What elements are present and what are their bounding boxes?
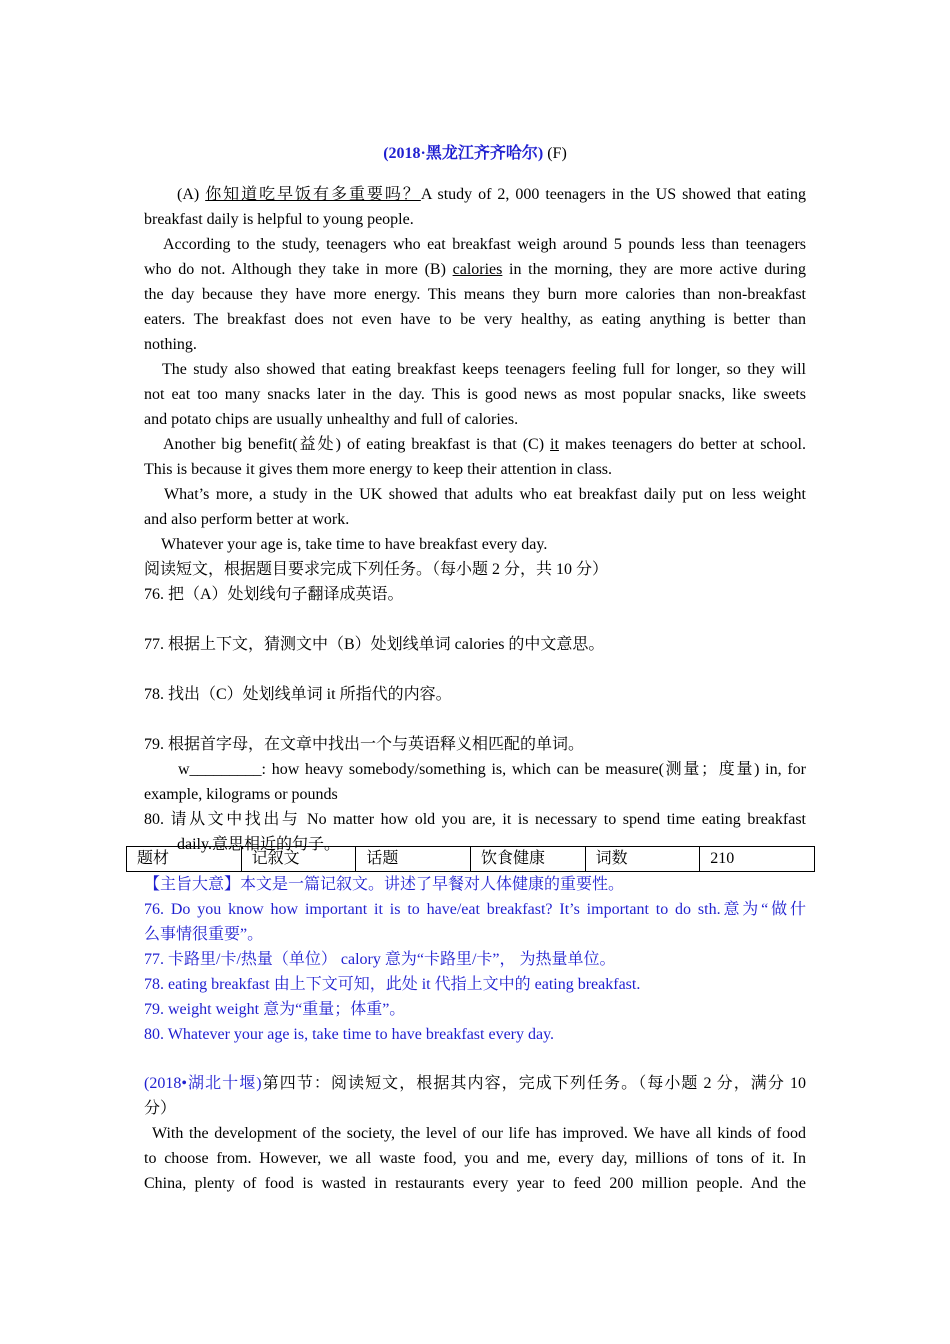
paragraph-2-line-2: who do not. Although they take in more (B) calories in the morning, they are more active during	[144, 261, 806, 278]
paragraph-5-line-1: What’s more, a study in the UK showed that adults who eat breakfast daily put on less weight	[164, 486, 806, 503]
question-77: 77. 根据上下文，猜测文中（B）处划线单词 calories 的中文意思。	[144, 636, 605, 653]
table-cell-genre-value: 记叙文	[241, 847, 356, 872]
title-letter: (F)	[547, 145, 567, 162]
passage-info-table	[126, 846, 815, 872]
paragraph-5-line-2: and also perform better at work.	[144, 511, 350, 528]
paragraph-2-line-4: eaters. The breakfast does not even have to be very healthy, as eating anything is better than	[144, 311, 806, 328]
section-2-source: (2018•湖北十堰)	[144, 1075, 262, 1092]
section-2-paragraph-line-1: With the development of the society, the level of our life has improved. We have all kinds of food	[152, 1125, 806, 1142]
table-row	[127, 847, 815, 872]
underlined-word-b: calories	[452, 261, 503, 278]
table-cell-genre-label: 题材	[127, 847, 242, 872]
passage-title	[144, 141, 806, 166]
question-79-definition-line-1: w_________: how heavy somebody/something is, which can be measure(测量；度量) in, for	[178, 761, 806, 778]
underlined-sentence-a: 你知道吃早饭有多重要吗？	[205, 186, 421, 203]
answer-78: 78. eating breakfast 由上下文可知，此处 it 代指上文中的 eating breakfast.	[144, 976, 641, 993]
section-2-heading-line-2: 分）	[144, 1100, 177, 1117]
paragraph-2-line-5: nothing.	[144, 336, 197, 353]
section-2-heading-line-1: (2018•湖北十堰)第四节：阅读短文，根据其内容，完成下列任务。（每小题 2 分，满分 10	[144, 1075, 806, 1092]
question-80-line-2: daily.意思相近的句子。	[177, 836, 340, 853]
paragraph-3-line-3: and potato chips are usually unhealthy and full of calories.	[144, 411, 519, 428]
answer-76-line-1: 76. Do you know how important it is to have/eat breakfast? It’s important to do sth.意为“做什	[144, 901, 806, 918]
question-79-definition-line-2: example, kilograms or pounds	[144, 786, 338, 803]
section-2-paragraph-line-3: China, plenty of food is wasted in restaurants every year to feed 200 million people. And the	[144, 1175, 806, 1192]
paragraph-2-line-3: the day because they have more energy. This means they burn more calories than non-breakfast	[144, 286, 806, 303]
table-cell-words-value: 210	[700, 847, 815, 872]
paragraph-2-line-1: According to the study, teenagers who eat breakfast weigh around 5 pounds less than teenagers	[163, 236, 806, 253]
question-79: 79. 根据首字母，在文章中找出一个与英语释义相匹配的单词。	[144, 736, 585, 753]
table-cell-topic-label: 话题	[356, 847, 471, 872]
paragraph-4-line-1: Another big benefit(益处) of eating breakfast is that (C) it makes teenagers do better at school.	[163, 436, 806, 453]
paragraph-6: Whatever your age is, take time to have breakfast every day.	[161, 536, 548, 553]
answer-space-77	[144, 657, 806, 682]
underlined-word-c: it	[550, 436, 559, 453]
table-cell-words-label: 词数	[585, 847, 700, 872]
question-80-line-1: 80. 请从文中找出与 No matter how old you are, it is necessary to spend time eating breakfast	[144, 811, 806, 828]
answer-80: 80. Whatever your age is, take time to have breakfast every day.	[144, 1026, 555, 1043]
title-source: (2018·黑龙江齐齐哈尔)	[383, 145, 544, 162]
paragraph-1-line-1: (A) 你知道吃早饭有多重要吗？A study of 2, 000 teenagers in the US showed that eating	[177, 186, 806, 203]
table-cell-topic-value: 饮食健康	[470, 847, 585, 872]
answer-79: 79. weight weight 意为“重量；体重”。	[144, 1001, 406, 1018]
paragraph-3-line-1: The study also showed that eating breakfast keeps teenagers feeling full for longer, so they will	[162, 361, 806, 378]
answer-space-78	[144, 707, 806, 732]
answer-space-76	[144, 607, 806, 632]
question-78: 78. 找出（C）处划线单词 it 所指代的内容。	[144, 686, 452, 703]
answer-summary: 【主旨大意】本文是一篇记叙文。讲述了早餐对人体健康的重要性。	[144, 876, 625, 893]
section-2-paragraph-line-2: to choose from. However, we all waste food, you and me, every day, millions of tons of it. In	[144, 1150, 806, 1167]
question-76: 76. 把（A）处划线句子翻译成英语。	[144, 586, 404, 603]
task-instruction: 阅读短文，根据题目要求完成下列任务。（每小题 2 分，共 10 分）	[144, 561, 609, 578]
passage-section-2	[144, 1071, 806, 1196]
paragraph-1-line-2: breakfast daily is helpful to young people.	[144, 211, 414, 228]
answer-76-line-2: 么事情很重要”。	[144, 926, 264, 943]
answer-77: 77. 卡路里/卡/热量（单位） calory 意为“卡路里/卡”， 为热量单位。	[144, 951, 616, 968]
paragraph-4-line-2: This is because it gives them more energy to keep their attention in class.	[144, 461, 613, 478]
passage-section	[144, 125, 806, 857]
answer-key	[144, 872, 806, 1047]
paragraph-3-line-2: not eat too many snacks later in the day. This is good news as most popular snacks, like sweets	[144, 386, 806, 403]
